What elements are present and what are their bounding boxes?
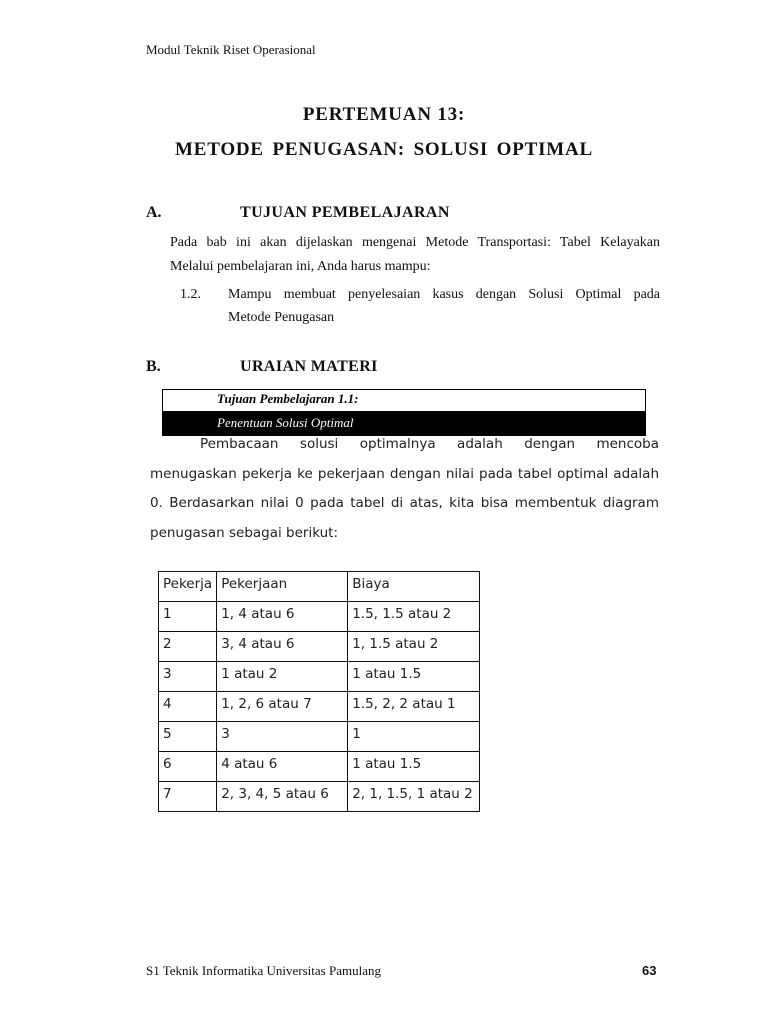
body-paragraph-line-1: Pembacaan solusi optimalnya adalah dengan mencoba [200,436,659,452]
table-row [159,602,480,632]
table-cell: 2, 1, 1.5, 1 atau 2 [348,782,480,812]
running-header: Modul Teknik Riset Operasional [146,42,316,57]
section-a-paragraph-line-1: Pada bab ini akan dijelaskan mengenai Metode Transportasi: Tabel Kelayakan [170,235,660,250]
body-paragraph-line-3: 0. Berdasarkan nilai 0 pada tabel di atas, kita bisa membentuk diagram [150,495,659,511]
table-cell: 1.5, 1.5 atau 2 [348,602,480,632]
assignment-table [158,571,480,812]
table-cell: 1, 4 atau 6 [217,602,348,632]
table-cell: 2, 3, 4, 5 atau 6 [217,782,348,812]
table-row [159,782,480,812]
table-cell: 4 [159,692,217,722]
page-number: 63 [642,963,657,978]
table-cell: 3, 4 atau 6 [217,632,348,662]
table-cell: 3 [159,662,217,692]
table-header-row [159,572,480,602]
body-paragraph-line-2: menugaskan pekerja ke pekerjaan dengan nilai pada tabel optimal adalah [150,465,659,482]
table-header-cell: Pekerjaan [217,572,348,602]
objective-list-text-line-2: Metode Penugasan [228,310,335,325]
table-row [159,632,480,662]
section-b-letter: B. [146,358,161,375]
objective-label-row [163,390,645,411]
body-paragraph [150,430,659,548]
section-a-letter: A. [146,204,162,221]
table-header-cell: Biaya [348,572,480,602]
section-b-title: URAIAN MATERI [240,358,378,375]
table-row [159,752,480,782]
objective-label: Tujuan Pembelajaran 1.1: [217,391,359,406]
table-header-cell: Pekerja [159,572,217,602]
learning-objective-box [162,389,646,436]
table-cell: 1 atau 1.5 [348,752,480,782]
table-cell: 3 [217,722,348,752]
running-footer: S1 Teknik Informatika Universitas Pamulang [146,963,381,978]
table-cell: 2 [159,632,217,662]
table-cell: 7 [159,782,217,812]
table-cell: 5 [159,722,217,752]
section-a-title: TUJUAN PEMBELAJARAN [240,204,450,221]
table-cell: 1.5, 2, 2 atau 1 [348,692,480,722]
table-row [159,722,480,752]
section-a-paragraph-line-2: Melalui pembelajaran ini, Anda harus mampu: [170,259,431,274]
table-cell: 1, 1.5 atau 2 [348,632,480,662]
table-cell: 1 atau 2 [217,662,348,692]
chapter-title: PERTEMUAN 13: [302,104,466,125]
table-cell: 1 [348,722,480,752]
body-paragraph-line-4: penugasan sebagai berikut: [150,524,339,541]
table-cell: 6 [159,752,217,782]
table-row [159,662,480,692]
objective-list-number: 1.2. [180,287,201,302]
table-row [159,692,480,722]
table-cell: 1 [159,602,217,632]
objective-list-text-line-1: Mampu membuat penyelesaian kasus dengan Solusi Optimal pada [228,287,660,302]
table-cell: 1 atau 1.5 [348,662,480,692]
chapter-subtitle: METODE PENUGASAN: SOLUSI OPTIMAL [175,139,593,160]
objective-title: Penentuan Solusi Optimal [217,415,354,430]
table-cell: 1, 2, 6 atau 7 [217,692,348,722]
table-cell: 4 atau 6 [217,752,348,782]
